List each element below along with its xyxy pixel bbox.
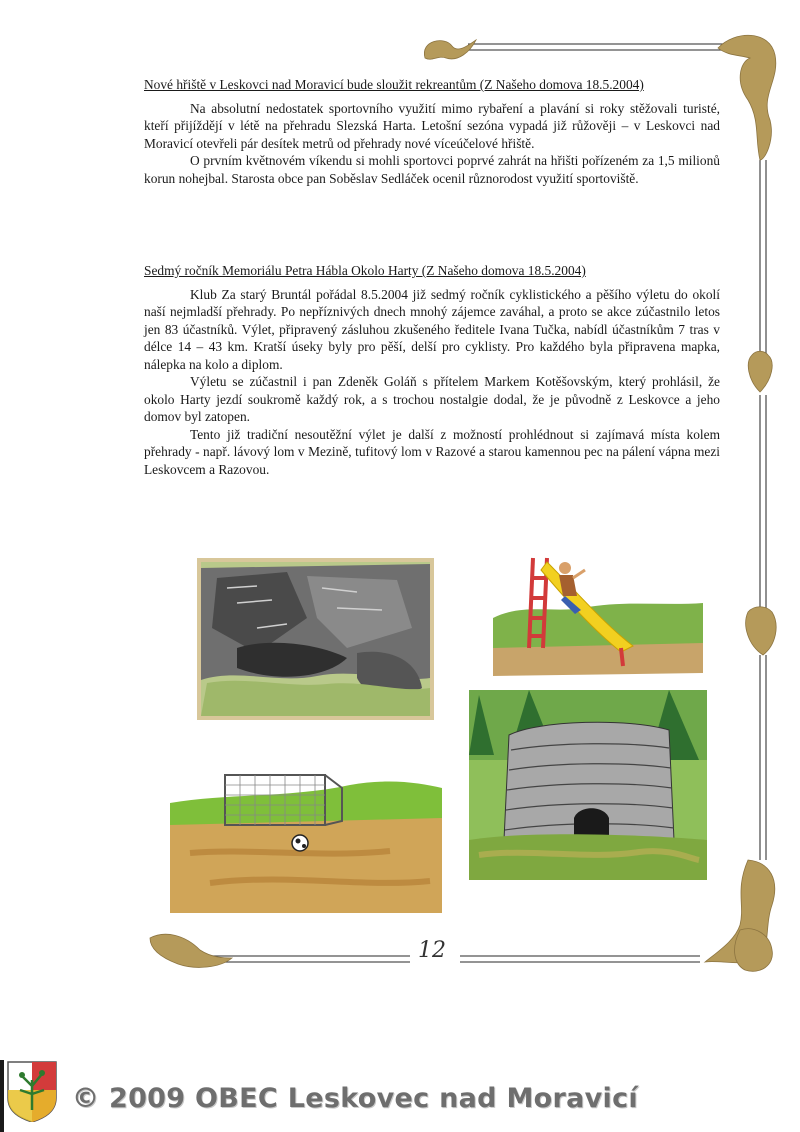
article-paragraph: Na absolutní nedostatek sportovního využití mimo rybaření a plavání si roky stěžovali turisté, kteří přijíždějí v létě na přehradu Slezská Harta. Letošní sezóna vypadá již růžověji – v Leskovci nad Moravicí otevřeli pár desítek metrů od přehrady nové víceúčelové hřiště. [144, 100, 720, 151]
quarry-rocks-illustration [197, 558, 434, 720]
article-headline: Nové hřiště v Leskovci nad Moravicí bude sloužit rekreantům (Z Našeho domova 18.5.2004) [144, 77, 644, 92]
coat-of-arms-icon [6, 1060, 58, 1122]
article-paragraph: Výletu se zúčastnil i pan Zdeněk Goláň s přítelem Markem Kotěšovským, který prohlásil, že okolo Harty jezdí soukromě každý rok, a s trochou nostalgie dodal, že je původně z Leskovce a jeho domov byl zatopen. [144, 374, 720, 424]
article-paragraph: Klub Za starý Bruntál pořádal 8.5.2004 již sedmý ročník cyklistického a pěšího výletu do okolí naší nejmladší přehrady. Po nepříznivých dnech mnohý zájemce zaváhal, a proto se akce zúčastnilo letos jen 83 účastníků. Výlet, připravený zásluhou zkušeného ředitele Ivana Tučka, nabídl účastníkům 7 tras v délce 14 – 43 km. Kratší úseky byly pro pěší, delší pro cyklisty. Pro každého byla připravena mapka, nálepka na kolo a diplom. [144, 286, 720, 372]
article-paragraph: O prvním květnovém víkendu si mohli sportovci poprvé zahrát na hřišti pořízeném za 1,5 milionů korun nohejbal. Starosta obce pan Soběslav Sedláček ocenil různorodost využití sportoviště. [144, 153, 720, 186]
article-paragraph: Tento již tradiční nesoutěžní výlet je další z možností prohlédnout si zajímavá místa kolem přehrady - např. lávový lom v Mezině, tufitový lom v Razové a starou kamennou pec na pálení vápna mezi Leskovcem a Razovou. [144, 426, 720, 477]
lime-kiln-illustration [469, 690, 707, 880]
football-pitch-illustration [170, 763, 442, 913]
slide-illustration [493, 548, 703, 678]
article-new-playground [144, 76, 720, 187]
page-number: 12 [418, 938, 446, 963]
article-headline: Sedmý ročník Memoriálu Petra Hábla Okolo Harty (Z Našeho domova 18.5.2004) [144, 263, 586, 278]
article-memorial-ride [144, 262, 720, 478]
footer-copyright: © 2009 OBEC Leskovec nad Moravicí [72, 1083, 638, 1114]
